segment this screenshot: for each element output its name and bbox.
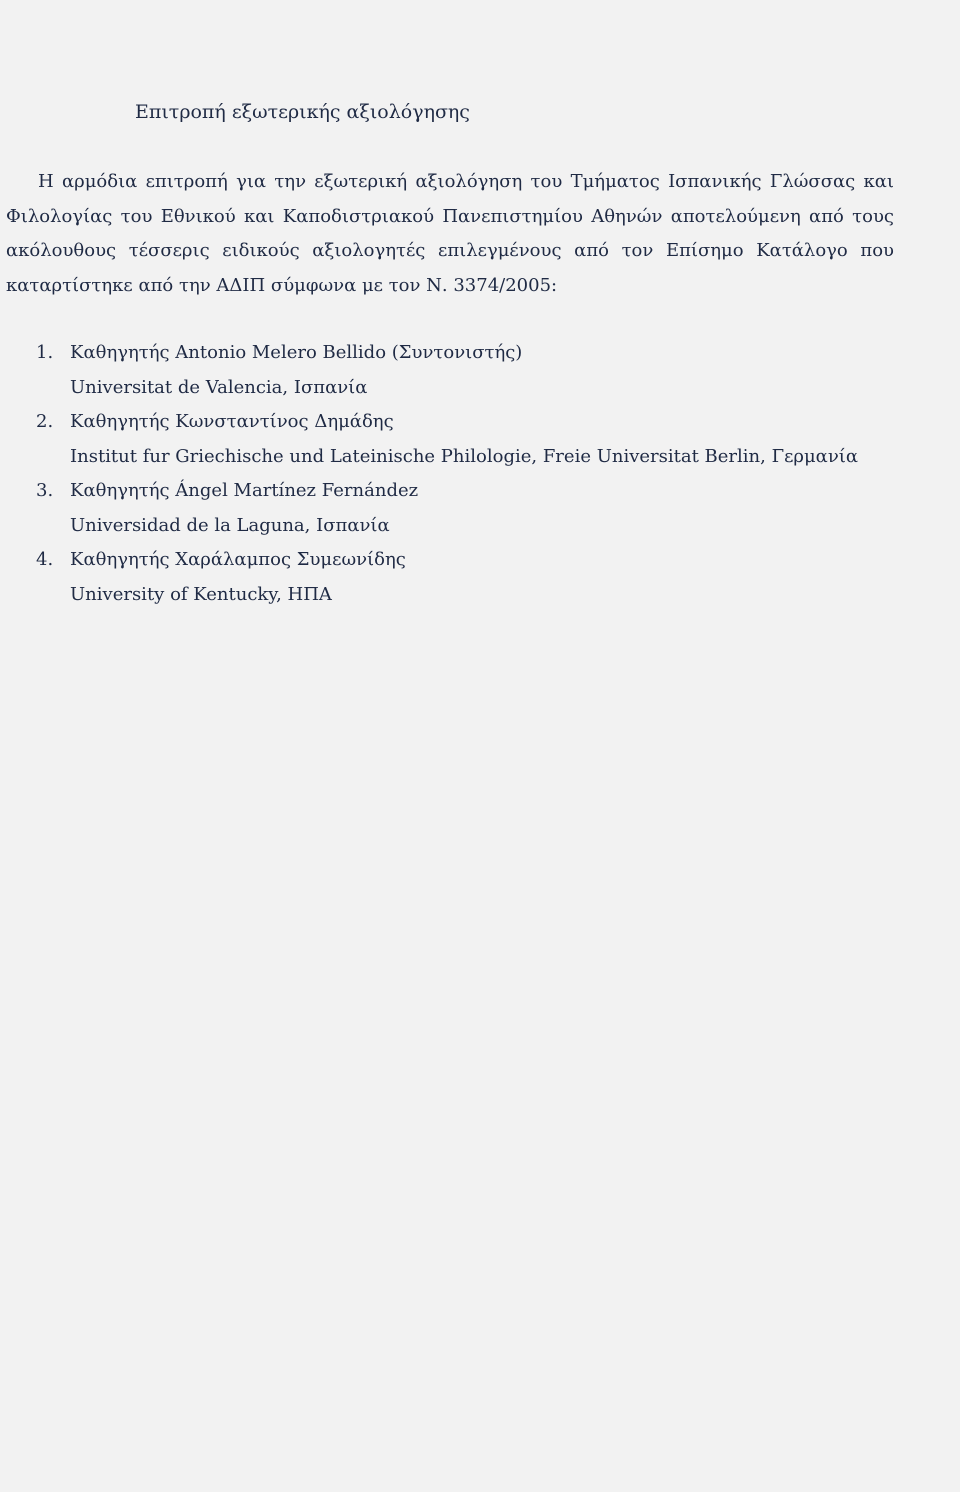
committee-member-3 xyxy=(0,474,894,543)
member-number: 1. xyxy=(36,342,54,363)
member-number: 4. xyxy=(36,549,54,570)
section-heading: Επιτροπή εξωτερικής αξιολόγησης xyxy=(135,101,470,123)
member-affiliation: Universidad de la Laguna, Ισπανία xyxy=(70,514,390,536)
member-number: 2. xyxy=(36,411,54,432)
member-affiliation: Universitat de Valencia, Ισπανία xyxy=(70,376,368,398)
member-name: Καθηγητής Antonio Melero Bellido (Συντονιστής) xyxy=(70,342,523,363)
member-number: 3. xyxy=(36,480,54,501)
member-name: Καθηγητής Ángel Martínez Fernández xyxy=(70,480,419,501)
committee-member-2 xyxy=(0,405,894,474)
member-affiliation: Institut fur Griechische und Lateinische Philologie, Freie Universitat Berlin, Γερμανία xyxy=(70,445,858,467)
committee-member-4 xyxy=(0,543,894,612)
member-name: Καθηγητής Κωνσταντίνος Δημάδης xyxy=(70,411,394,432)
member-name: Καθηγητής Χαράλαμπος Συμεωνίδης xyxy=(70,549,406,570)
member-affiliation: University of Kentucky, ΗΠΑ xyxy=(70,583,332,605)
committee-member-1 xyxy=(0,336,894,405)
committee-member-list xyxy=(0,336,894,612)
intro-paragraph: Η αρμόδια επιτροπή για την εξωτερική αξιολόγηση του Τμήματος Ισπανικής Γλώσσας και Φιλολογίας του Εθνικού και Καποδιστριακού Πανεπιστημίου Αθηνών αποτελούμενη από τους ακόλουθους τέσσερις ειδικούς αξιολογητές επιλεγμένους από τον Επίσημο Κατάλογο που καταρτίστηκε από την ΑΔΙΠ σύμφωνα με τον Ν. 3374/2005: xyxy=(6,171,894,296)
